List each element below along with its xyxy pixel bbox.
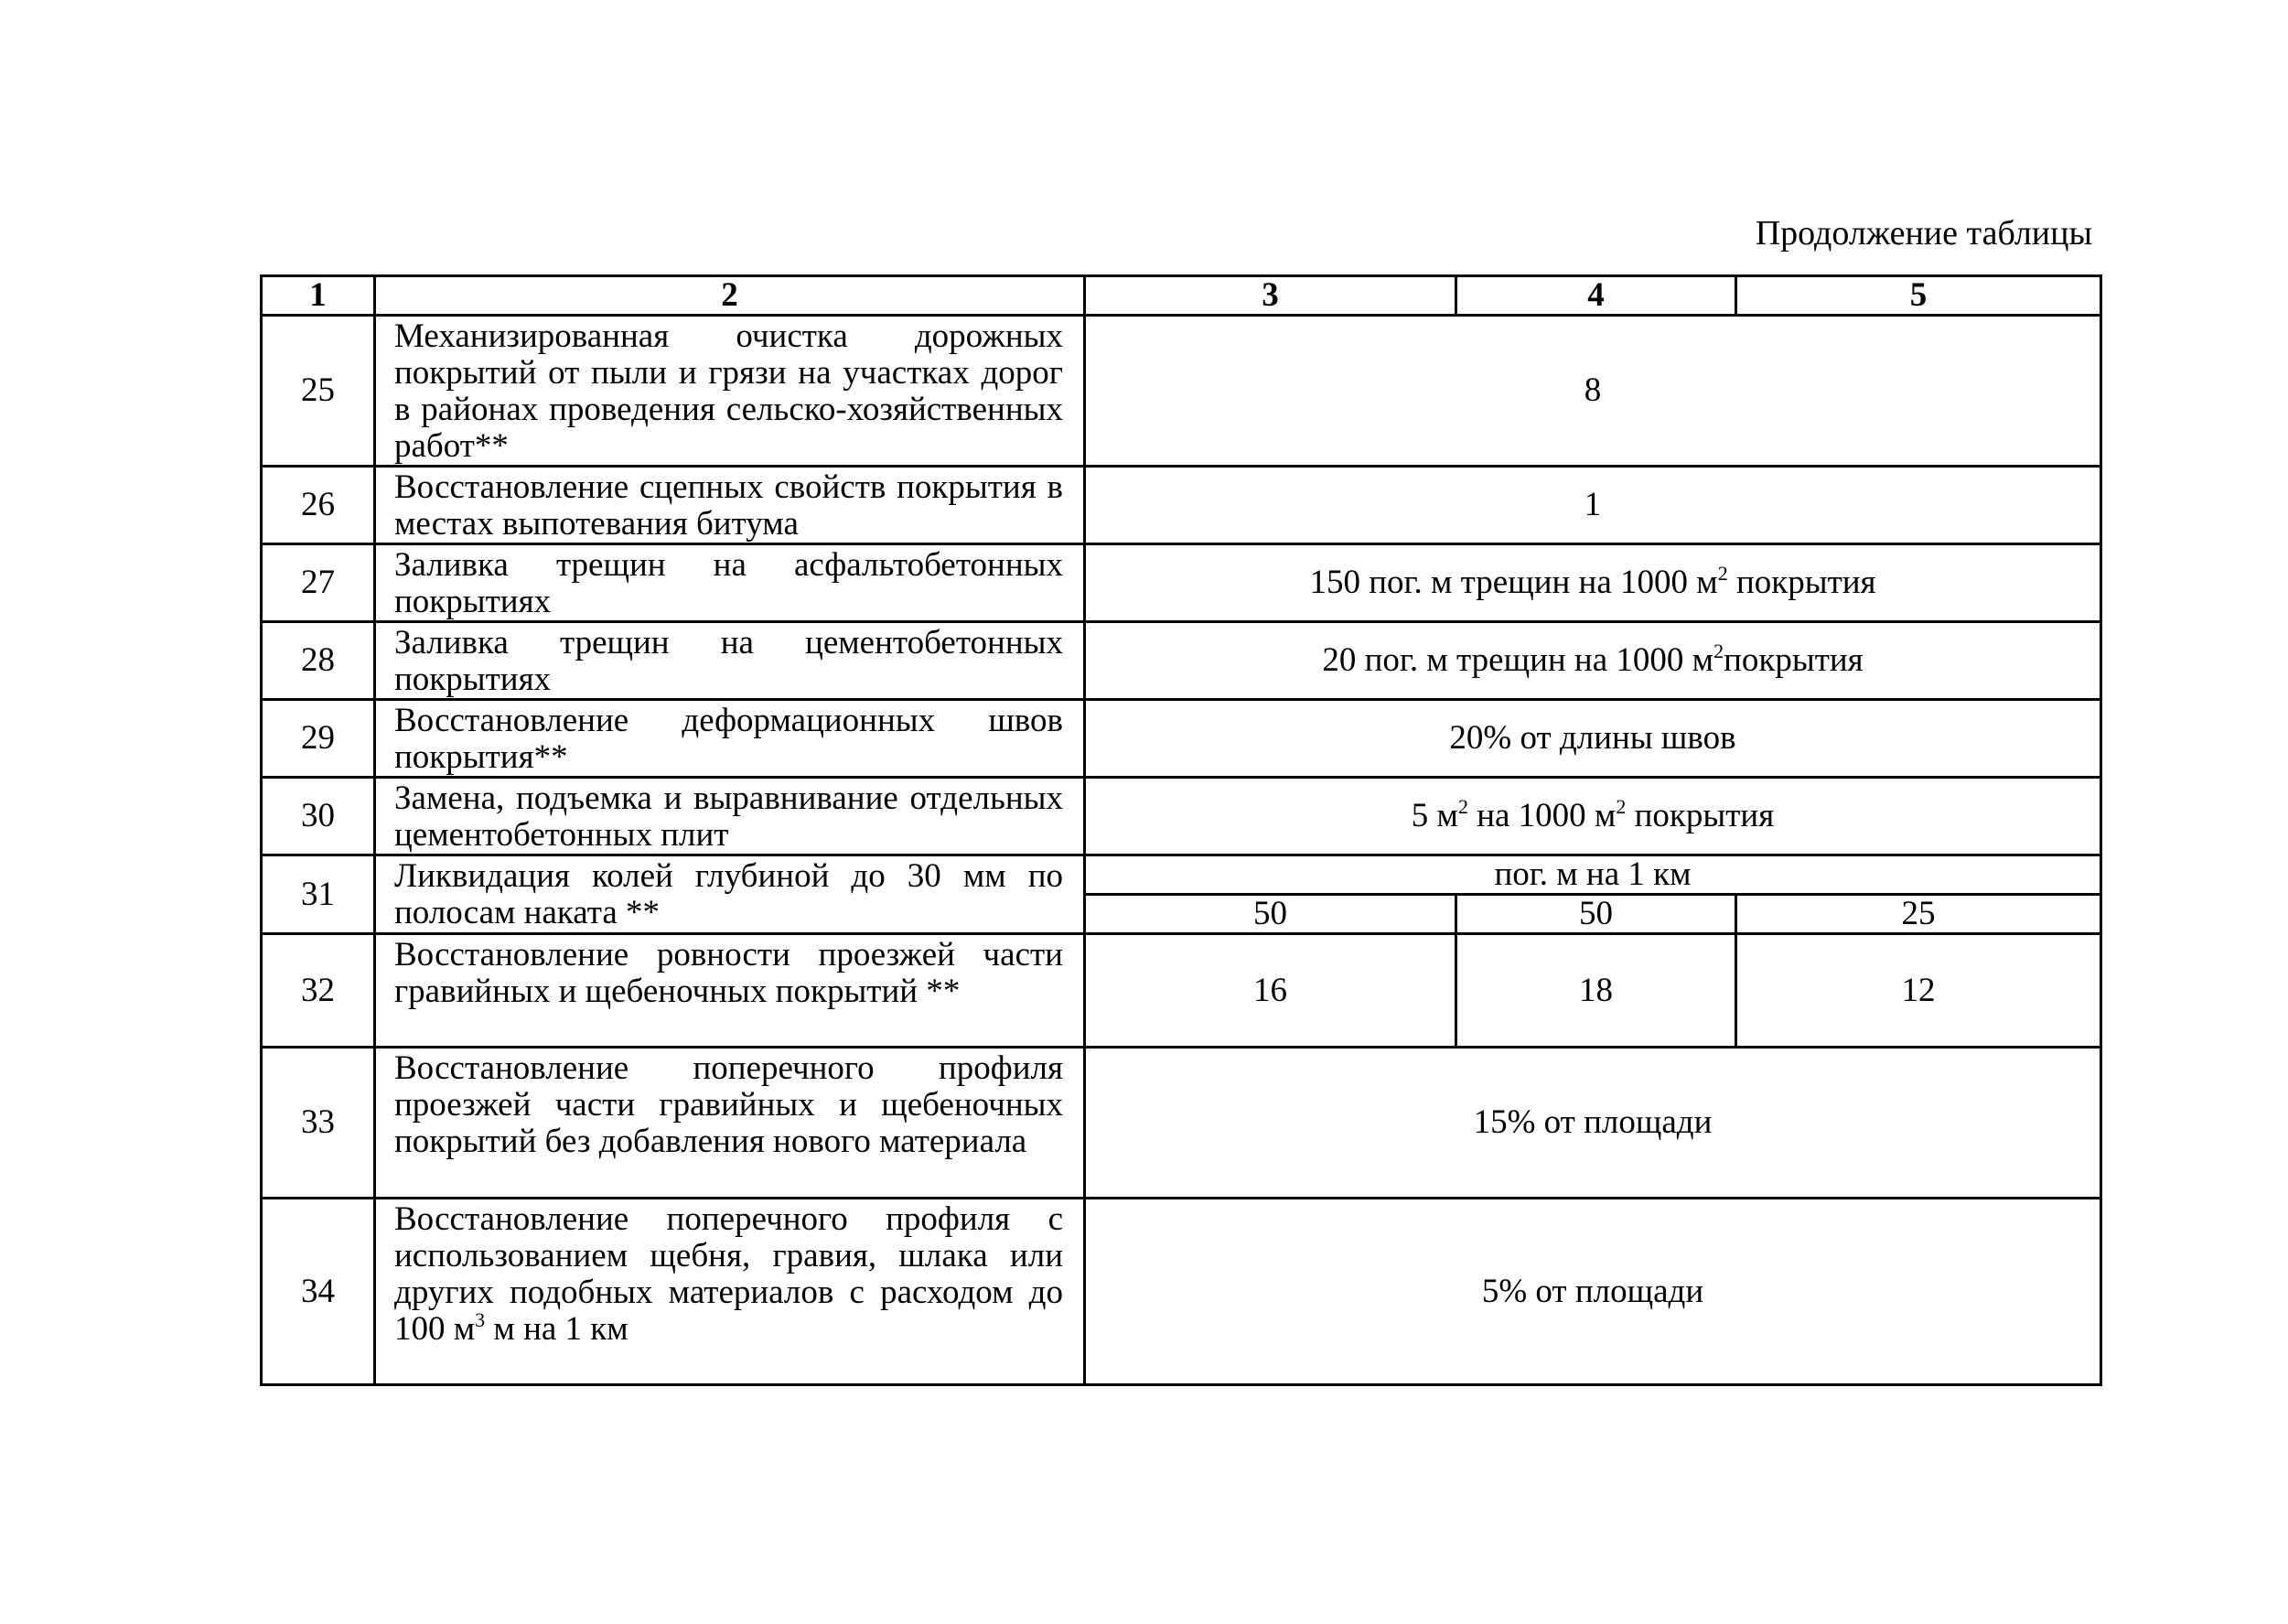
norm-unit: пог. м на 1 км	[1085, 855, 2101, 895]
table-row-29	[262, 700, 2101, 778]
row-number: 30	[262, 778, 375, 855]
table-row-25	[262, 316, 2101, 467]
table-row-32	[262, 934, 2101, 1048]
header-col-2: 2	[375, 276, 1085, 316]
norm-value-text: покрытия	[1626, 797, 1775, 834]
work-description: Заливка трещин на асфальтобетонных покрытиях	[375, 544, 1085, 622]
norm-value-col-3: 16	[1085, 934, 1456, 1048]
row-number: 28	[262, 622, 375, 700]
work-description: Замена, подъемка и выравнивание отдельных цементобетонных плит	[375, 778, 1085, 855]
table-header-row	[262, 276, 2101, 316]
norm-value-col-4: 18	[1456, 934, 1736, 1048]
work-description: Восстановление поперечного профиля проезжей части гравийных и щебеночных покрытий без добавления нового материала	[375, 1048, 1085, 1199]
table-row-34	[262, 1199, 2101, 1385]
norm-value-col-5: 25	[1736, 895, 2101, 934]
superscript: 2	[1713, 640, 1724, 662]
norm-value-text: 20 пог. м трещин на 1000 м	[1322, 641, 1714, 679]
norm-value: 1	[1085, 467, 2101, 544]
table-row-27	[262, 544, 2101, 622]
superscript: 2	[1616, 795, 1627, 818]
norm-value	[1085, 622, 2101, 700]
norm-value: 20% от длины швов	[1085, 700, 2101, 778]
norm-value	[1085, 778, 2101, 855]
superscript: 2	[1717, 562, 1728, 585]
norm-value	[1085, 544, 2101, 622]
header-col-3: 3	[1085, 276, 1456, 316]
norm-value-col-4: 50	[1456, 895, 1736, 934]
table-row-28	[262, 622, 2101, 700]
table-continuation-caption: Продолжение таблицы	[1755, 214, 2092, 253]
row-number: 25	[262, 316, 375, 467]
work-description: Восстановление сцепных свойств покрытия в местах выпотевания битума	[375, 467, 1085, 544]
norm-value: 5% от площади	[1085, 1199, 2101, 1385]
superscript: 2	[1457, 795, 1468, 818]
work-description	[375, 1199, 1085, 1385]
norm-value-col-3: 50	[1085, 895, 1456, 934]
norm-value-text: покрытия	[1727, 564, 1876, 601]
table-row-26	[262, 467, 2101, 544]
header-col-4: 4	[1456, 276, 1736, 316]
work-description: Механизированная очистка дорожных покрытий от пыли и грязи на участках дорог в районах проведения сельско-хозяйственных работ**	[375, 316, 1085, 467]
norm-value: 15% от площади	[1085, 1048, 2101, 1199]
header-col-5: 5	[1736, 276, 2101, 316]
work-description: Ликвидация колей глубиной до 30 мм по полосам наката **	[375, 855, 1085, 934]
header-col-1: 1	[262, 276, 375, 316]
row-number: 34	[262, 1199, 375, 1385]
row-number: 29	[262, 700, 375, 778]
norm-value-text: 5 м	[1411, 797, 1458, 834]
row-number: 32	[262, 934, 375, 1048]
row-number: 33	[262, 1048, 375, 1199]
norm-value-text: 150 пог. м трещин на 1000 м	[1309, 564, 1718, 601]
norm-value-col-5: 12	[1736, 934, 2101, 1048]
row-number: 26	[262, 467, 375, 544]
work-description-text: м на 1 км	[485, 1310, 628, 1348]
table-row-30	[262, 778, 2101, 855]
maintenance-norms-table	[260, 274, 2102, 1386]
work-description-text: Восстановление поперечного профиля с использованием щебня, гравия, шлака или других подобных материалов с расходом до 100 м	[394, 1200, 1063, 1348]
work-description: Восстановление деформационных швов покрытия**	[375, 700, 1085, 778]
norm-value-text: покрытия	[1724, 641, 1864, 679]
norm-value: 8	[1085, 316, 2101, 467]
table-row-33	[262, 1048, 2101, 1199]
row-number: 31	[262, 855, 375, 934]
superscript: 3	[475, 1308, 486, 1331]
work-description: Заливка трещин на цементобетонных покрытиях	[375, 622, 1085, 700]
norm-value-text: на 1000 м	[1467, 797, 1617, 834]
table-row-31	[262, 855, 2101, 895]
row-number: 27	[262, 544, 375, 622]
work-description: Восстановление ровности проезжей части гравийных и щебеночных покрытий **	[375, 934, 1085, 1048]
